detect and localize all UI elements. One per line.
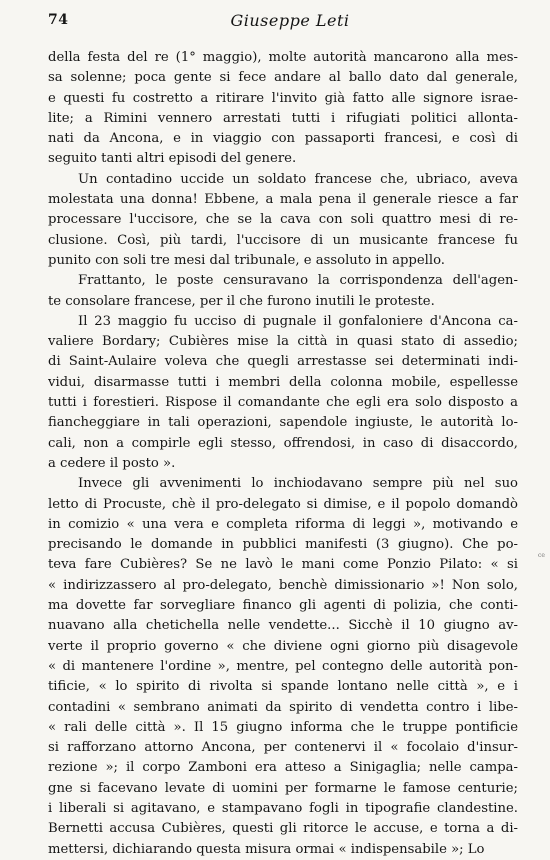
paragraph bbox=[48, 474, 518, 860]
text-line: i liberali si agitavano, e stampavano fogli in tipografie clandestine. bbox=[48, 800, 518, 816]
text-line: Un contadino uccide un soldato francese che, ubriaco, aveva bbox=[78, 171, 518, 187]
text-line: valiere Bordary; Cubières mise la città in quasi stato di assedio; bbox=[48, 334, 518, 350]
text-line: « indirizzassero al pro-delegato, benchè dimissionario »! Non solo, bbox=[48, 577, 518, 593]
paragraph bbox=[48, 170, 518, 271]
text-line: in comizio « una vera e completa riforma di leggi », motivando e bbox=[48, 516, 518, 532]
margin-mark: ce bbox=[538, 552, 545, 559]
text-line: contadini « sembrano animati da spirito di vendetta contro i libe- bbox=[48, 699, 518, 715]
text-line: ma dovette far sorvegliare financo gli agenti di polizia, che conti- bbox=[48, 598, 518, 614]
text-line: si rafforzano attorno Ancona, per contenervi il « focolaio d'insur- bbox=[48, 740, 518, 756]
text-line: verte il proprio governo « che diviene ogni giorno più disagevole bbox=[48, 638, 518, 654]
text-line: Bernetti accusa Cubières, questi gli ritorce le accuse, e torna a di- bbox=[48, 821, 518, 837]
text-line: Il 23 maggio fu ucciso di pugnale il gonfaloniere d'Ancona ca- bbox=[78, 313, 518, 329]
paragraph bbox=[48, 271, 518, 312]
text-line: processare l'uccisore, che se la cava con soli quattro mesi di re- bbox=[48, 212, 518, 228]
text-line: seguito tanti altri episodi del genere. bbox=[48, 151, 297, 167]
text-line: punito con soli tre mesi dal tribunale, e assoluto in appello. bbox=[48, 252, 446, 268]
text-line: vidui, disarmasse tutti i membri della colonna mobile, espellesse bbox=[48, 374, 518, 390]
text-line: della festa del re (1° maggio), molte autorità mancarono alla mes- bbox=[48, 50, 518, 65]
text-line: e questi fu costretto a ritirare l'invito già fatto alle signore israe- bbox=[48, 90, 518, 106]
text-line: clusione. Così, più tardi, l'uccisore di un musicante francese fu bbox=[48, 232, 518, 248]
text-line: « rali delle città ». Il 15 giugno informa che le truppe pontificie bbox=[48, 719, 518, 735]
text-line: di Saint-Aulaire voleva che quegli arrestasse sei determinati indi- bbox=[48, 354, 518, 370]
text-line: « di mantenere l'ordine », mentre, pel contegno delle autorità pon- bbox=[48, 658, 518, 674]
text-line: rezione »; il corpo Zamboni era atteso a Sinigaglia; nelle campa- bbox=[48, 760, 518, 776]
text-line: tificie, « lo spirito di rivolta si spande lontano nelle città », e i bbox=[48, 679, 518, 695]
paragraph bbox=[48, 312, 518, 474]
page-number: 74 bbox=[48, 12, 69, 28]
paragraph bbox=[48, 48, 518, 170]
text-line: cali, non a compirle egli stesso, offrendosi, in caso di disaccordo, bbox=[48, 435, 518, 451]
text-line: Frattanto, le poste censuravano la corrispondenza dell'agen- bbox=[78, 273, 518, 289]
text-line: lite; a Rimini vennero arrestati tutti i rifugiati politici allonta- bbox=[48, 110, 518, 126]
body-text bbox=[48, 48, 518, 860]
text-line: molestata una donna! Ebbene, a mala pena il generale riesce a far bbox=[48, 192, 518, 208]
text-line: sa solenne; poca gente si fece andare al ballo dato dal generale, bbox=[48, 70, 518, 86]
text-line: te consolare francese, per il che furono inutili le proteste. bbox=[48, 293, 435, 309]
running-title: Giuseppe Leti bbox=[230, 11, 350, 30]
text-line: nati da Ancona, e in viaggio con passaporti francesi, e così di bbox=[48, 131, 518, 147]
text-line: teva fare Cubières? Se ne lavò le mani come Ponzio Pilato: « si bbox=[48, 557, 518, 573]
text-line: letto di Procuste, chè il pro-delegato si dimise, e il popolo domandò bbox=[48, 496, 518, 512]
page-header bbox=[48, 8, 532, 30]
text-line: fiancheggiare in tali operazioni, sapendole ingiuste, le autorità lo- bbox=[48, 415, 518, 431]
text-line: precisando le domande in pubblici manifesti (3 giugno). Che po- bbox=[48, 537, 518, 553]
text-line: Invece gli avvenimenti lo inchiodavano sempre più nel suo bbox=[78, 476, 518, 492]
text-line: tutti i forestieri. Rispose il comandante che egli era solo disposto a bbox=[48, 395, 518, 411]
text-line: mettersi, dichiarando questa misura ormai « indispensabile »; Lo bbox=[48, 841, 485, 857]
text-line: a cedere il posto ». bbox=[48, 455, 176, 471]
text-line: gne si facevano levate di uomini per formarne le famose centurie; bbox=[48, 780, 518, 796]
text-line: nuavano alla chetichella nelle vendette... Sicchè il 10 giugno av- bbox=[48, 618, 518, 634]
